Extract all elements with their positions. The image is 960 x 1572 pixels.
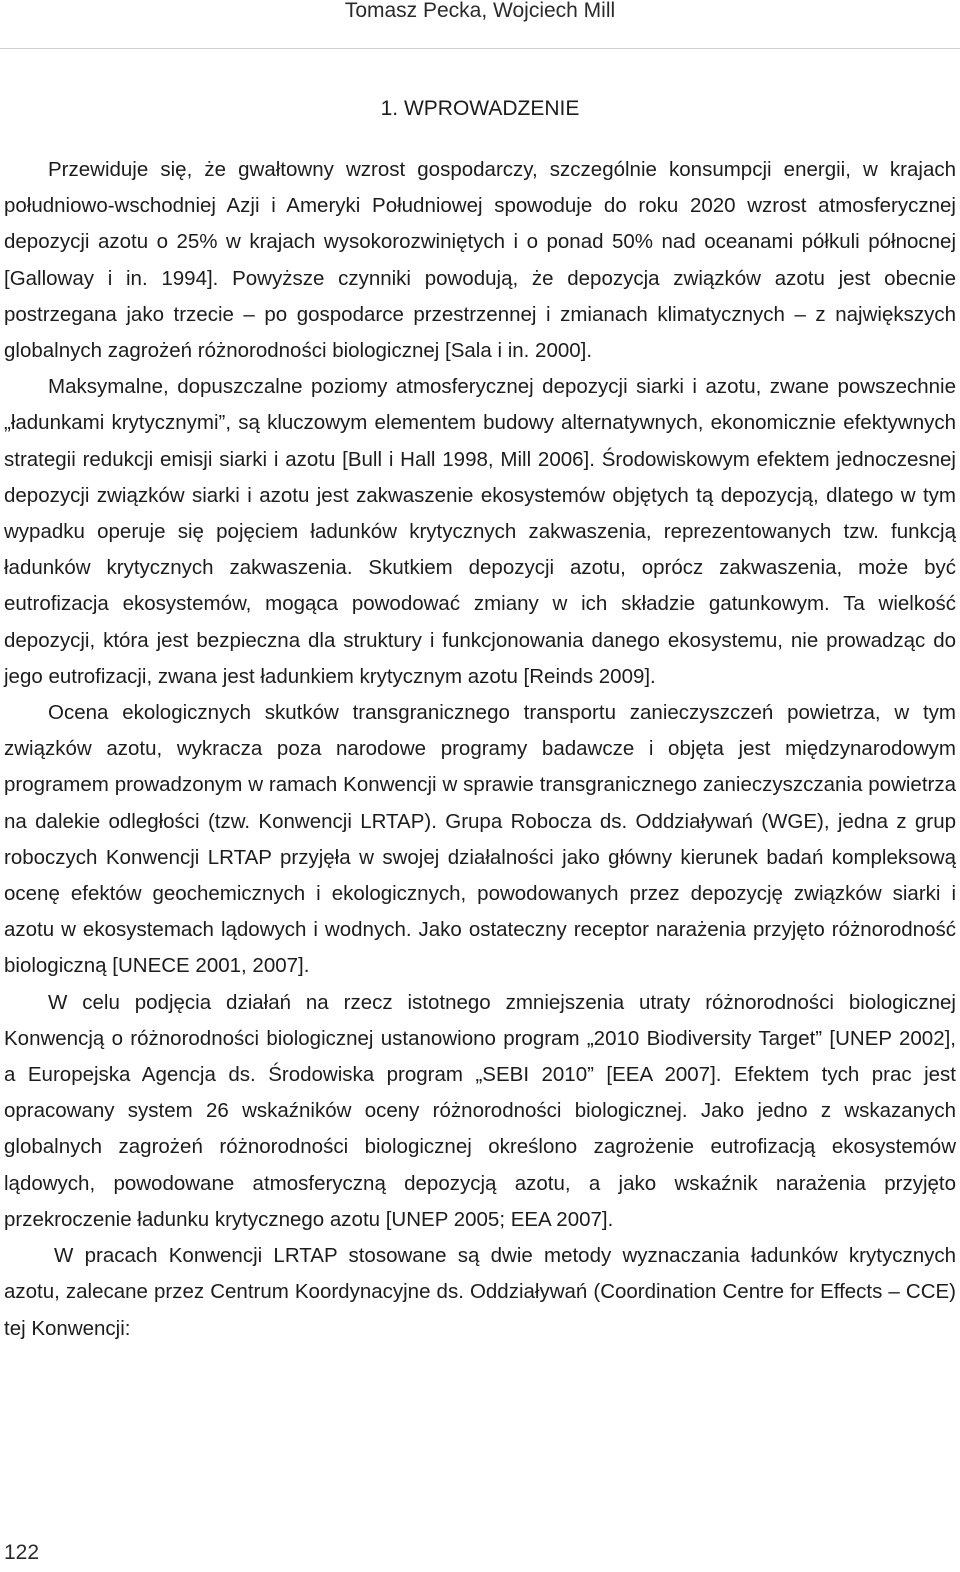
page-number: 122 — [4, 1541, 40, 1564]
paragraph-2: Maksymalne, dopuszczalne poziomy atmosferycznej depozycji siarki i azotu, zwane powszechnie „ładunkami krytycznymi”, są kluczowym elementem budowy alternatywnych, ekonomicznie efektywnych strategii redukcji emisji siarki i azotu [Bull i Hall 1998, Mill 2006]. Środowiskowym efektem jednoczesnej depozycji związków siarki i azotu jest zakwaszenie ekosystemów objętych tą depozycją, dlatego w tym wypadku operuje się pojęciem ładunków krytycznych zakwaszenia, reprezentowanych tzw. funkcją ładunków krytycznych zakwaszenia. Skutkiem depozycji azotu, oprócz zakwaszenia, może być eutrofizacja ekosystemów, mogąca powodować zmiany w ich składzie gatunkowym. Ta wielkość depozycji, która jest bezpieczna dla struktury i funkcjonowania danego ekosystemu, nie prowadząc do jego eutrofizacji, zwana jest ładunkiem krytycznym azotu [Reinds 2009]. — [4, 375, 956, 688]
paragraph-3: Ocena ekologicznych skutków transgranicznego transportu zanieczyszczeń powietrza, w tym związków azotu, wykracza poza narodowe programy badawcze i objęta jest międzynarodowym programem prowadzonym w ramach Konwencji w sprawie transgranicznego zanieczyszczania powietrza na dalekie odległości (tzw. Konwencji LRTAP). Grupa Robocza ds. Oddziaływań (WGE), jedna z grup roboczych Konwencji LRTAP przyjęła w swojej działalności jako główny kierunek badań kompleksową ocenę efektów geochemicznych i ekologicznych, powodowanych przez depozycję związków siarki i azotu w ekosystemach lądowych i wodnych. Jako ostateczny receptor narażenia przyjęto różnorodność biologiczną [UNECE 2001, 2007]. — [4, 701, 956, 978]
section-title: 1. WPROWADZENIE — [380, 97, 580, 120]
paragraph-5: W pracach Konwencji LRTAP stosowane są dwie metody wyznaczania ładunków krytycznych azotu, zalecane przez Centrum Koordynacyjne ds. Oddziaływań (Coordination Centre for Effects – CCE) tej Konwencji: — [4, 1244, 956, 1340]
header-divider — [0, 48, 960, 49]
running-header-authors: Tomasz Pecka, Wojciech Mill — [344, 0, 616, 22]
body-text — [4, 152, 956, 1347]
paragraph-1: Przewiduje się, że gwałtowny wzrost gospodarczy, szczególnie konsumpcji energii, w krajach południowo-wschodniej Azji i Ameryki Południowej spowoduje do roku 2020 wzrost atmosferycznej depozycji azotu o 25% w krajach wysokorozwiniętych i o ponad 50% nad oceanami półkuli północnej [Galloway i in. 1994]. Powyższe czynniki powodują, że depozycja związków azotu jest obecnie postrzegana jako trzecie – po gospodarce przestrzennej i zmianach klimatycznych – z największych globalnych zagrożeń różnorodności biologicznej [Sala i in. 2000]. — [4, 158, 956, 363]
paragraph-4: W celu podjęcia działań na rzecz istotnego zmniejszenia utraty różnorodności biologicznej Konwencją o różnorodności biologicznej ustanowiono program „2010 Biodiversity Target” [UNEP 2002], a Europejska Agencja ds. Środowiska program „SEBI 2010” [EEA 2007]. Efektem tych prac jest opracowany system 26 wskaźników oceny różnorodności biologicznej. Jako jedno z wskazanych globalnych zagrożeń różnorodności biologicznej określono zagrożenie eutrofizacją ekosystemów lądowych, powodowane atmosferyczną depozycją azotu, a jako wskaźnik narażenia przyjęto przekroczenie ładunku krytycznego azotu [UNEP 2005; EEA 2007]. — [4, 990, 956, 1231]
